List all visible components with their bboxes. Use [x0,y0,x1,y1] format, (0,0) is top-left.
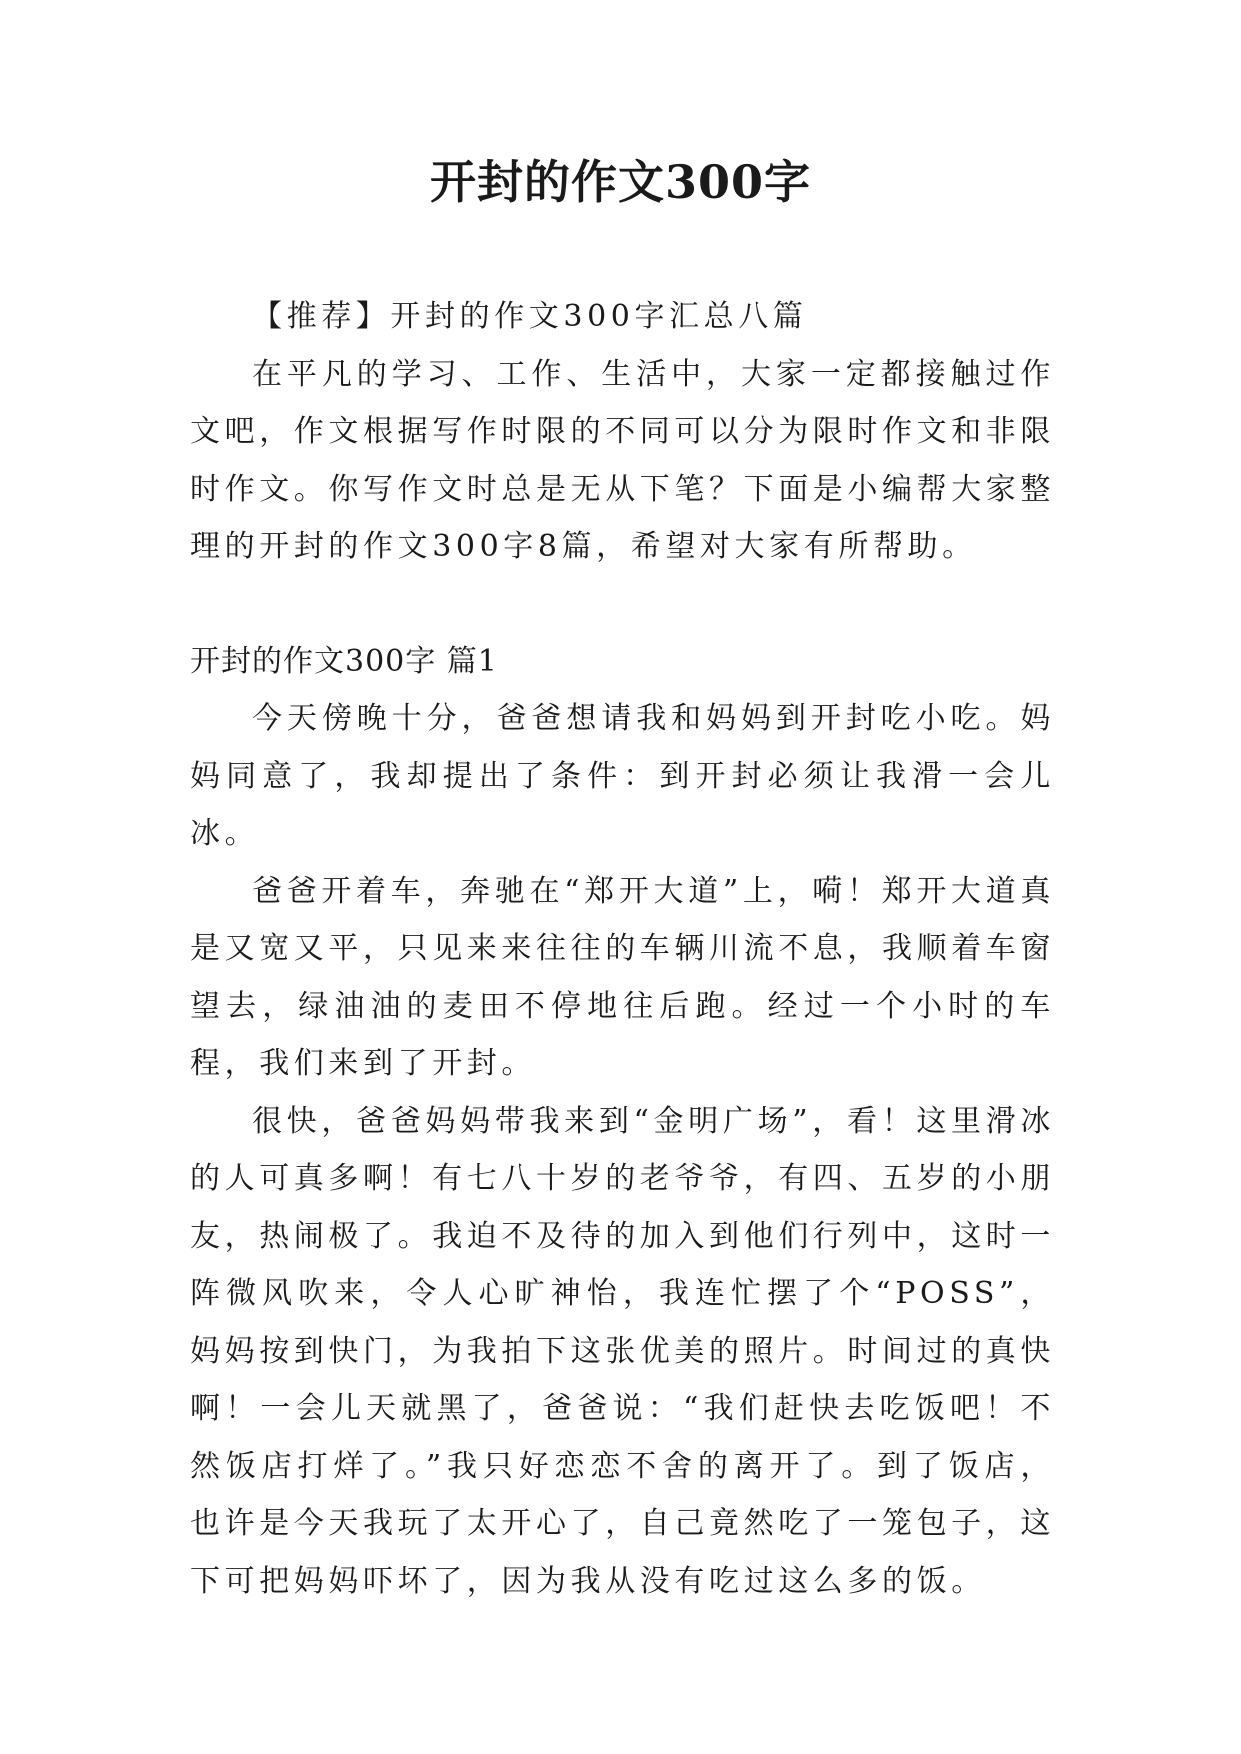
section-heading: 开封的作文300字 篇1 [190,643,498,679]
document-body [190,288,1055,1610]
section-paragraph-1: 今天傍晚十分，爸爸想请我和妈妈到开封吃小吃。妈妈同意了，我却提出了条件：到开封必须让我滑一会儿冰。 [190,701,1055,851]
intro-paragraph: 在平凡的学习、工作、生活中，大家一定都接触过作文吧，作文根据写作时限的不同可以分为限时作文和非限时作文。你写作文时总是无从下笔？下面是小编帮大家整理的开封的作文300字8篇，希望对大家有所帮助。 [190,356,1055,564]
recommend-line: 【推荐】开封的作文300字汇总八篇 [252,299,808,334]
section-paragraph-3: 很快，爸爸妈妈带我来到“金明广场”，看！这里滑冰的人可真多啊！有七八十岁的老爷爷，有四、五岁的小朋友，热闹极了。我迫不及待的加入到他们行列中，这时一阵微风吹来，令人心旷神怡，我连忙摆了个“POSS”，妈妈按到快门，为我拍下这张优美的照片。时间过的真快啊！一会儿天就黑了，爸爸说：“我们赶快去吃饭吧！不然饭店打烊了。”我只好恋恋不舍的离开了。到了饭店，也许是今天我玩了太开心了，自己竟然吃了一笼包子，这下可把妈妈吓坏了，因为我从没有吃过这么多的饭。 [190,1103,1055,1599]
section-paragraph-2: 爸爸开着车，奔驰在“郑开大道”上，嗬！郑开大道真是又宽又平，只见来来往往的车辆川流不息，我顺着车窗望去，绿油油的麦田不停地往后跑。经过一个小时的车程，我们来到了开封。 [190,873,1055,1081]
document-title: 开封的作文300字 [429,155,812,209]
